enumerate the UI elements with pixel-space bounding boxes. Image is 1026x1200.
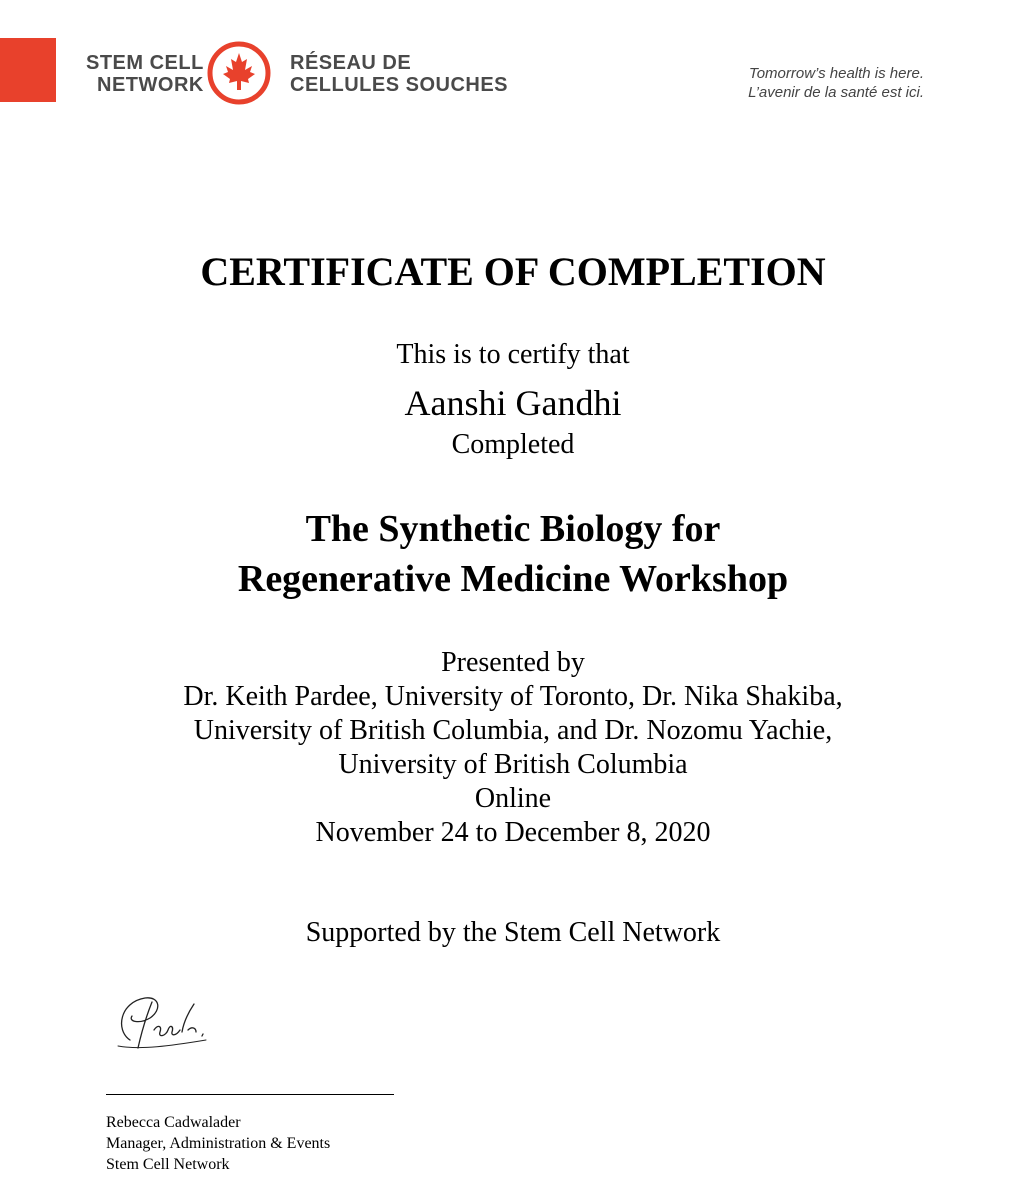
logo-en-line2: NETWORK	[97, 74, 204, 96]
presented-by-label: Presented by	[441, 647, 585, 678]
workshop-title-line1: The Synthetic Biology for	[305, 508, 721, 550]
presenters-line1: Dr. Keith Pardee, University of Toronto, Dr. Nika Shakiba,	[183, 681, 843, 712]
signature-line	[106, 1094, 394, 1095]
recipient-name: Aanshi Gandhi	[404, 383, 622, 423]
workshop-title	[0, 504, 1026, 604]
completed-text: Completed	[451, 429, 575, 460]
location: Online	[474, 783, 552, 814]
logo-fr-line2: CELLULES SOUCHES	[290, 74, 509, 96]
presented-block	[0, 646, 1026, 850]
logo-french-text	[290, 52, 508, 96]
presenters-line3: University of British Columbia	[338, 749, 688, 780]
signatory-name: Rebecca Cadwalader	[106, 1114, 241, 1131]
certify-text: This is to certify that	[396, 339, 630, 370]
logo-english-text	[86, 52, 204, 96]
signatory-role: Manager, Administration & Events	[106, 1135, 331, 1152]
certificate-title: CERTIFICATE OF COMPLETION	[200, 249, 826, 294]
workshop-title-line2: Regenerative Medicine Workshop	[237, 558, 789, 600]
logo-fr-line1: RÉSEAU DE	[290, 52, 412, 74]
presenters-line2: University of British Columbia, and Dr. Nozomu Yachie,	[193, 715, 833, 746]
tagline-english: Tomorrow’s health is here.	[748, 65, 924, 82]
red-accent-bar	[0, 38, 56, 102]
maple-leaf-logo-icon	[204, 38, 274, 108]
signatory-block	[106, 1112, 330, 1175]
supported-by: Supported by the Stem Cell Network	[305, 917, 721, 948]
tagline-french: L’avenir de la santé est ici.	[748, 84, 924, 101]
logo-en-line1: STEM CELL	[86, 52, 204, 74]
tagline	[748, 64, 924, 102]
dates: November 24 to December 8, 2020	[315, 817, 711, 848]
handwritten-signature	[110, 990, 220, 1056]
signatory-organization: Stem Cell Network	[106, 1156, 230, 1173]
